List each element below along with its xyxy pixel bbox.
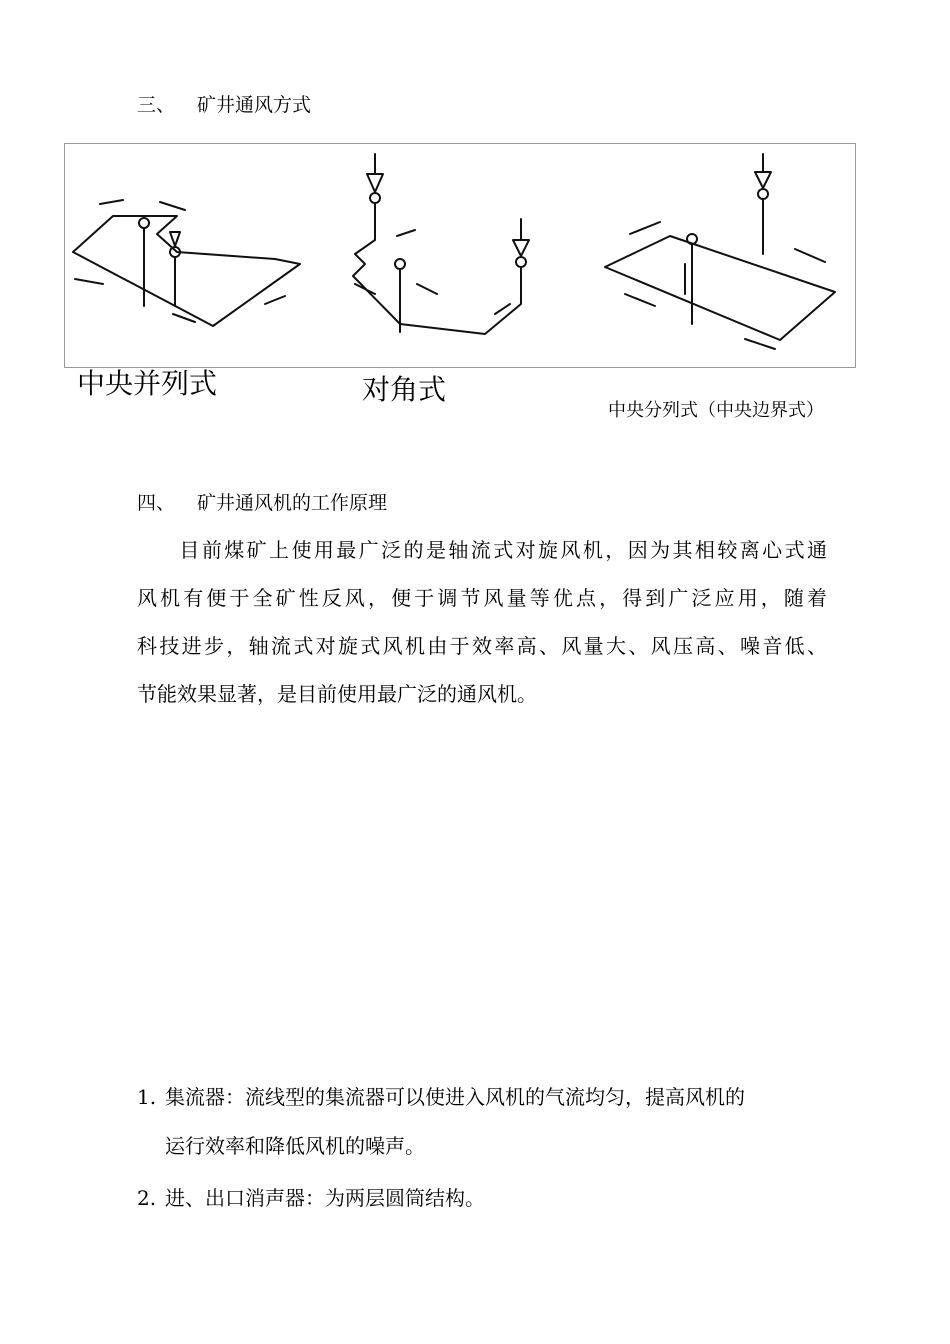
list-text: 集流器：流线型的集流器可以使进入风机的气流均匀，提高风机的 [165,1085,745,1109]
section-3-title: 矿井通风方式 [197,94,312,116]
left-fan-icon [367,174,383,192]
list-number: 1. [137,1085,157,1109]
paragraph-line: 风机有便于全矿性反风，便于调节风量等优点，得到广泛应用，随着 [137,586,827,610]
fan-marker-3 [758,189,768,199]
ventilation-diagrams-figure [64,143,856,368]
fan-icon-3 [755,172,771,188]
intake-shaft-marker [139,218,149,228]
separated-arrows [625,222,825,349]
right-fan-icon [513,240,529,256]
paragraph-line: 目前煤矿上使用最广泛的是轴流式对旋风机，因为其相较离心式通 [177,538,827,562]
section-3-heading [137,90,311,117]
section-4-number: 四、 [137,492,176,514]
paragraph-line: 科技进步，轴流式对旋式风机由于效率高、风量大、风压高、噪音低、 [137,634,827,658]
right-fan-marker [516,257,526,267]
section-3-number: 三、 [137,94,176,116]
central-separated-diagram [605,154,835,349]
left-fan-marker [370,193,380,203]
fan-icon [170,232,180,246]
paragraph-line: 节能效果显著，是目前使用最广泛的通风机。 [137,682,537,706]
section-4-paragraph [137,526,827,718]
section-4-title: 矿井通风机的工作原理 [197,492,388,514]
caption-diagonal: 对角式 [362,373,447,406]
list-number: 2. [137,1186,157,1210]
airflow-arrows [75,200,285,322]
caption-central-parallel: 中央并列式 [77,367,218,400]
list-item [137,1073,827,1171]
central-parallel-layout [73,216,300,326]
list-item [137,1174,827,1223]
list-text-continued: 运行效率和降低风机的噪声。 [165,1134,425,1158]
central-parallel-diagram [73,200,300,326]
central-shaft-marker [395,259,405,269]
diagonal-diagram [353,154,529,334]
caption-central-separated: 中央分列式（中央边界式） [608,400,824,421]
section-4-heading [137,488,387,515]
ventilation-diagrams-svg [65,144,857,369]
list-text: 进、出口消声器：为两层圆筒结构。 [165,1186,485,1210]
